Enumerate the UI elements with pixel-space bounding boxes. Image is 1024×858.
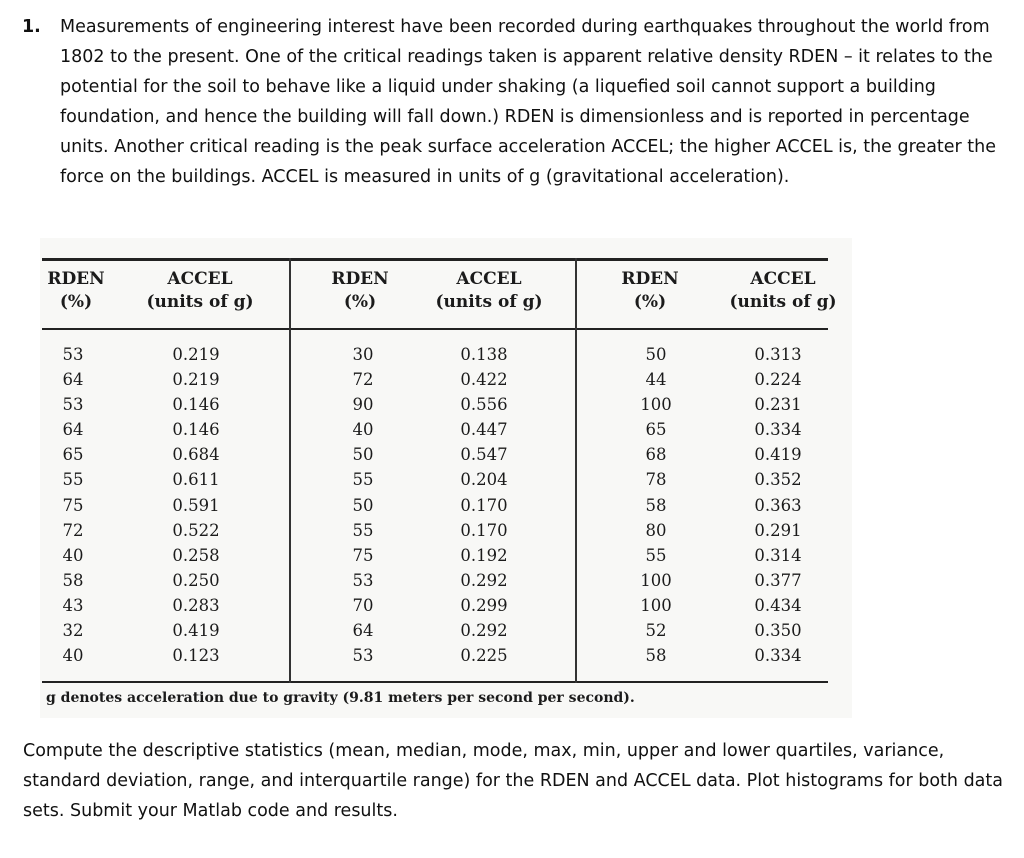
- table-cell: 0.225: [460, 646, 508, 666]
- table-cell: 0.419: [172, 621, 220, 641]
- table-cell: 0.292: [460, 621, 508, 641]
- table-cell: 0.231: [754, 395, 802, 415]
- table-cell: 50: [352, 495, 374, 515]
- table-cell: 64: [62, 370, 84, 390]
- table-cell: 0.258: [172, 545, 220, 565]
- rden-header: RDEN (%): [47, 269, 105, 312]
- table-cell: 55: [645, 545, 667, 565]
- table-cell: 64: [62, 420, 84, 440]
- table-cell: 40: [62, 545, 84, 565]
- table-cell: 55: [352, 470, 374, 490]
- table-cell: 0.291: [754, 520, 802, 540]
- table-cell: 0.547: [460, 445, 508, 465]
- table-cell: 75: [62, 495, 84, 515]
- table-cell: 0.224: [754, 370, 802, 390]
- problem-number: 1.: [22, 17, 41, 37]
- table-cell: 44: [645, 370, 667, 390]
- problem-text: Measurements of engineering interest have been recorded during earthquakes throughout the world from 1802 to the present. One of the critical readings taken is apparent relative density RDEN – it relates to the potential for the soil to behave like a liquid under shaking (a liquefied soil cannot support a building foundation, and hence the building will fall down.) RDEN is dimensionless and is reported in percentage units. Another critical reading is the peak surface acceleration ACCEL; the higher ACCEL is, the greater the force on the buildings. ACCEL is measured in units of g (gravitational acceleration).: [60, 17, 997, 187]
- table-cell: 32: [62, 621, 84, 641]
- accel-column: [168, 342, 224, 668]
- table-cell: 70: [352, 595, 374, 615]
- table-cell: 0.170: [460, 495, 508, 515]
- table-cell: 0.334: [754, 646, 802, 666]
- table-cell: 0.219: [172, 370, 220, 390]
- table-cell: 50: [645, 345, 667, 364]
- table-cell: 58: [62, 570, 84, 590]
- data-table: [40, 238, 852, 718]
- table-cell: 0.146: [172, 420, 220, 440]
- table-cell: 0.283: [172, 595, 220, 615]
- table-cell: 65: [645, 420, 667, 440]
- table-cell: 0.611: [172, 470, 220, 490]
- table-cell: 0.419: [754, 445, 802, 465]
- table-header-rule: [42, 328, 828, 330]
- table-cell: 0.138: [460, 345, 508, 364]
- table-cell: 100: [640, 395, 672, 415]
- table-cell: 0.170: [460, 520, 508, 540]
- accel-header: ACCEL (units of g): [146, 269, 254, 312]
- table-cell: 0.314: [754, 545, 802, 565]
- table-cell: 0.299: [460, 595, 508, 615]
- accel-header: ACCEL (units of g): [729, 269, 837, 312]
- table-cell: 0.434: [754, 595, 802, 615]
- table-cell: 0.204: [460, 470, 508, 490]
- table-cell: 0.363: [754, 495, 802, 515]
- table-cell: 0.123: [172, 646, 220, 666]
- table-cell: 53: [352, 570, 374, 590]
- table-cell: 0.334: [754, 420, 802, 440]
- table-cell: 0.350: [754, 621, 802, 641]
- rden-column: [58, 342, 88, 668]
- table-cell: 53: [62, 395, 84, 415]
- table-cell: 0.250: [172, 570, 220, 590]
- table-top-rule: [42, 258, 828, 261]
- problem-statement: [22, 12, 1007, 192]
- table-cell: 55: [62, 470, 84, 490]
- rden-column: [634, 342, 678, 668]
- table-cell: 68: [645, 445, 667, 465]
- table-cell: 53: [352, 646, 374, 666]
- table-cell: 72: [62, 520, 84, 540]
- table-cell: 0.313: [754, 345, 802, 364]
- table-cell: 0.192: [460, 545, 508, 565]
- table-cell: 0.684: [172, 445, 220, 465]
- table-divider: [289, 258, 291, 683]
- table-cell: 64: [352, 621, 374, 641]
- table-cell: 0.352: [754, 470, 802, 490]
- table-cell: 100: [640, 570, 672, 590]
- table-cell: 0.591: [172, 495, 220, 515]
- table-cell: 0.447: [460, 420, 508, 440]
- table-cell: 0.146: [172, 395, 220, 415]
- table-cell: 52: [645, 621, 667, 641]
- accel-column: [456, 342, 512, 668]
- table-cell: 0.377: [754, 570, 802, 590]
- table-cell: 43: [62, 595, 84, 615]
- table-bottom-rule: [42, 681, 828, 683]
- table-cell: 30: [352, 345, 374, 364]
- table-cell: 0.292: [460, 570, 508, 590]
- table-cell: 100: [640, 595, 672, 615]
- table-cell: 58: [645, 646, 667, 666]
- rden-header: RDEN (%): [621, 269, 679, 312]
- table-cell: 90: [352, 395, 374, 415]
- rden-column: [343, 342, 383, 668]
- table-cell: 55: [352, 520, 374, 540]
- table-cell: 0.422: [460, 370, 508, 390]
- table-cell: 50: [352, 445, 374, 465]
- table-divider: [575, 258, 577, 683]
- table-cell: 0.556: [460, 395, 508, 415]
- table-cell: 78: [645, 470, 667, 490]
- table-cell: 58: [645, 495, 667, 515]
- task-instructions: Compute the descriptive statistics (mean, median, mode, max, min, upper and lower quartiles, variance, standard deviation, range, and interquartile range) for the RDEN and ACCEL data. Plot histograms for both data sets. Submit your Matlab code and results.: [23, 741, 1003, 821]
- accel-header: ACCEL (units of g): [435, 269, 543, 312]
- rden-header: RDEN (%): [331, 269, 389, 312]
- table-cell: 0.219: [172, 345, 220, 364]
- table-footnote: g denotes acceleration due to gravity (9.81 meters per second per second).: [46, 690, 635, 706]
- table-cell: 65: [62, 445, 84, 465]
- table-cell: 40: [352, 420, 374, 440]
- table-cell: 0.522: [172, 520, 220, 540]
- table-cell: 53: [62, 345, 84, 364]
- table-cell: 75: [352, 545, 374, 565]
- table-cell: 80: [645, 520, 667, 540]
- accel-column: [750, 342, 806, 668]
- table-cell: 72: [352, 370, 374, 390]
- table-cell: 40: [62, 646, 84, 666]
